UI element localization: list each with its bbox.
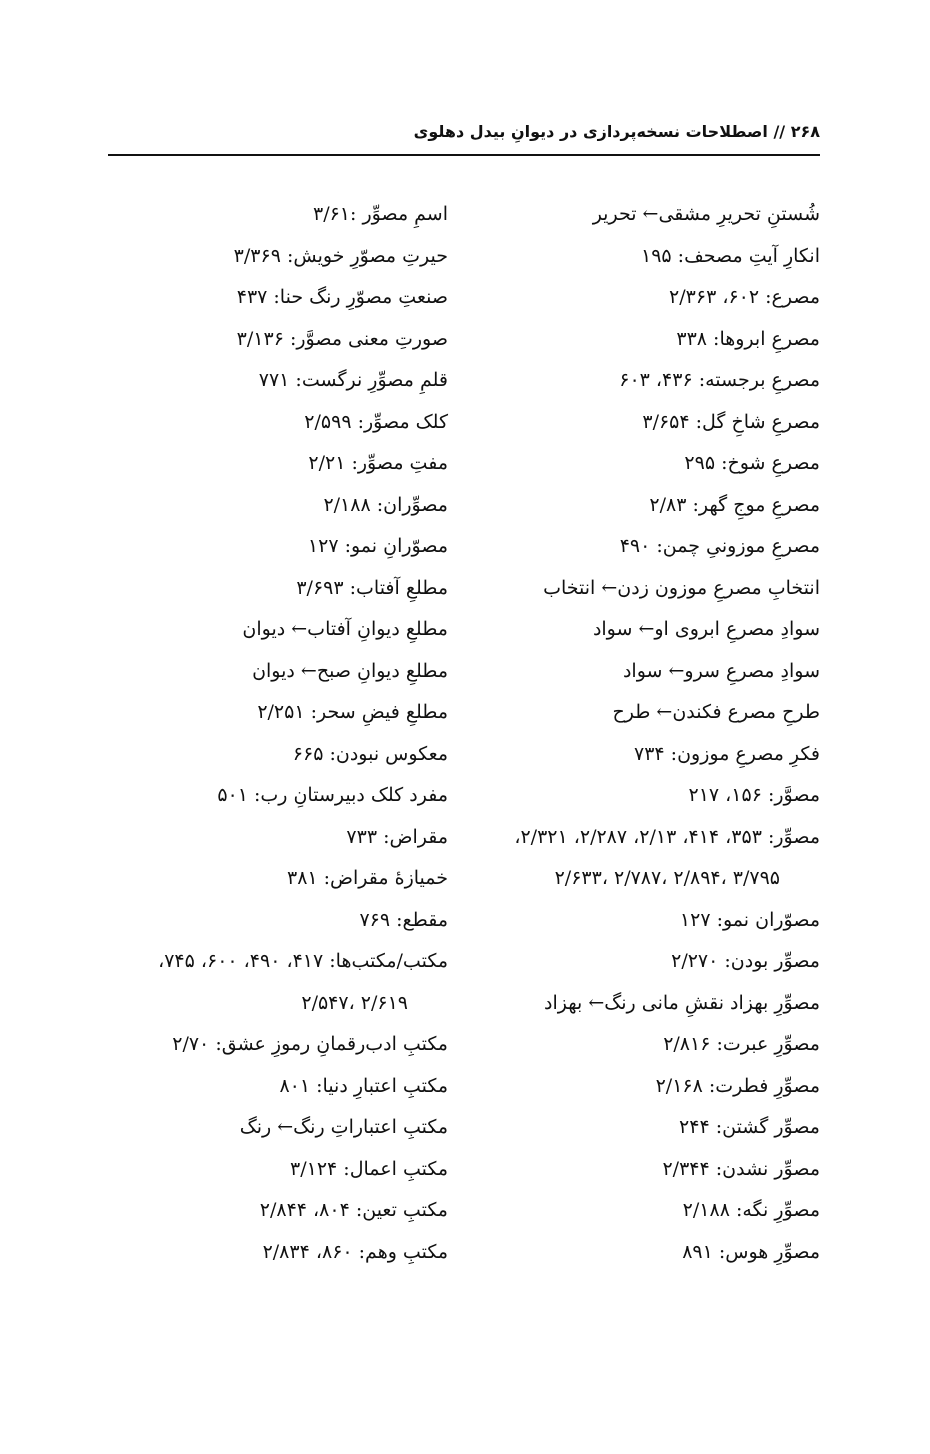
index-entry: مکتب/مکتب‌ها: ۴۱۷، ۴۹۰، ۶۰۰، ۷۴۵، [158,950,448,972]
index-entry: مصرع: ۶۰۲، ۲/۳۶۳ [669,286,820,308]
index-entry: کلک مصوِّر: ۲/۵۹۹ [304,410,448,433]
index-entry: مفرد کلک دبیرستانِ رب: ۵۰۱ [217,784,448,806]
index-entry: انتخابِ مصرعِ موزون زدن← انتخاب [543,576,820,599]
index-entry: سوادِ مصرعِ سرو← سواد [622,659,820,682]
index-entry-continuation: ۲/۶۳۳، ۲/۷۸۷، ۲/۸۹۴، ۳/۷۹۵ [554,867,780,889]
index-entry: مصوِّر بودن: ۲/۲۷۰ [671,950,820,972]
index-entry: مصوِّر گشتن: ۲۴۴ [679,1116,820,1138]
index-entry: مفتِ مصوِّر: ۲/۲۱ [308,452,448,474]
index-entry: مکتبِ اعمال: ۳/۱۲۴ [290,1157,448,1180]
index-entry: فکرِ مصرعِ موزون: ۷۳۴ [634,742,820,765]
index-column-right [485,194,820,1273]
index-entry: مطلعِ فیضِ سحر: ۲/۲۵۱ [257,701,448,723]
index-entry: مصوِّرِ بهزاد نقشِ مانی رنگ← بهزاد [544,991,820,1014]
page-header [108,118,820,154]
index-entry: مطلعِ دیوانِ آفتاب← دیوان [242,618,448,640]
index-entry: مکتبِ وهم: ۸۶۰، ۲/۸۳۴ [262,1240,448,1263]
index-entry: مصوِّرِ نگه: ۲/۱۸۸ [682,1199,820,1221]
index-entry: مصرعِ موجِ گهر: ۲/۸۳ [649,493,820,516]
index-entry: مصوِّرِ عبرت: ۲/۸۱۶ [663,1033,820,1055]
index-entry: مصرعِ ابروها: ۳۳۸ [676,327,820,350]
index-entry: مصرعِ شاخِ گل: ۳/۶۵۴ [642,410,820,433]
index-entry: معکوس نبودن: ۶۶۵ [292,742,448,765]
index-entry: مقطع: ۷۶۹ [359,908,448,931]
index-entry: مصوَّر: ۱۵۶، ۲۱۷ [688,784,820,806]
index-entry: مکتبِ تعین: ۸۰۴، ۲/۸۴۴ [259,1199,448,1221]
index-entry: انکارِ آیتِ مصحف: ۱۹۵ [641,244,820,267]
index-entry: سوادِ مصرعِ ابروی او← سواد [592,618,820,640]
index-entry: مصرعِ موزونیِ چمن: ۴۹۰ [619,535,820,557]
index-entry: اسمِ مصوِّر :۳/۶۱ [313,203,448,225]
header-divider [108,154,820,156]
index-entry: مصوّران نمو: ۱۲۷ [679,908,820,931]
index-entry: مصوِّر نشدن: ۲/۳۴۴ [662,1157,820,1180]
index-entry: مکتبِ اعتباراتِ رنگ← رنگ [239,1116,448,1138]
index-entry: مصوِّرِ فطرت: ۲/۱۶۸ [655,1074,820,1097]
index-entry-continuation: ۲/۵۴۷، ۲/۶۱۹ [301,991,408,1014]
index-entry: مصوِّر: ۳۵۳، ۴۱۴، ۲/۱۳، ۲/۲۸۷، ۲/۳۲۱، [514,825,820,848]
index-entry: مصرعِ برجسته: ۴۳۶، ۶۰۳ [619,369,820,391]
index-entry: مصوِّران: ۲/۱۸۸ [323,493,448,516]
index-entry: مصوِّرِ هوس: ۸۹۱ [682,1240,820,1263]
index-entry: مطلعِ آفتاب: ۳/۶۹۳ [296,576,448,599]
index-entry: مقراض: ۷۳۳ [346,825,448,848]
index-entry: مکتبِ اعتبارِ دنیا: ۸۰۱ [279,1074,448,1097]
index-entry: مصرعِ شوخ: ۲۹۵ [684,452,820,474]
index-entry: قلمِ مصوِّرِ نرگست: ۷۷۱ [258,369,448,391]
index-entry: صورتِ معنی مصوَّر: ۳/۱۳۶ [236,327,448,350]
index-entry: صنعتِ مصوّرِ رنگ حنا: ۴۳۷ [236,286,448,308]
index-entry: مصوّرانِ نمو: ۱۲۷ [307,535,448,557]
index-entry: طرحِ مصرع فکندن← طرح [612,701,820,723]
index-column-left [88,194,448,1273]
index-entry: مطلعِ دیوانِ صبح← دیوان [252,659,448,682]
index-entry: خمیازۀ مقراض: ۳۸۱ [286,867,448,889]
index-entry: مکتبِ ادب‌رقمانِ رموزِ عشق: ۲/۷۰ [172,1033,448,1055]
index-entry: شُستنِ تحریرِ مشقی← تحریر [592,203,820,225]
running-head: ۲۶۸ // اصطلاحات نسخه‌پردازی در دیوانِ بیدل دهلوی [413,122,820,141]
index-entry: حیرتِ مصوّرِ خویش: ۳/۳۶۹ [233,244,448,267]
